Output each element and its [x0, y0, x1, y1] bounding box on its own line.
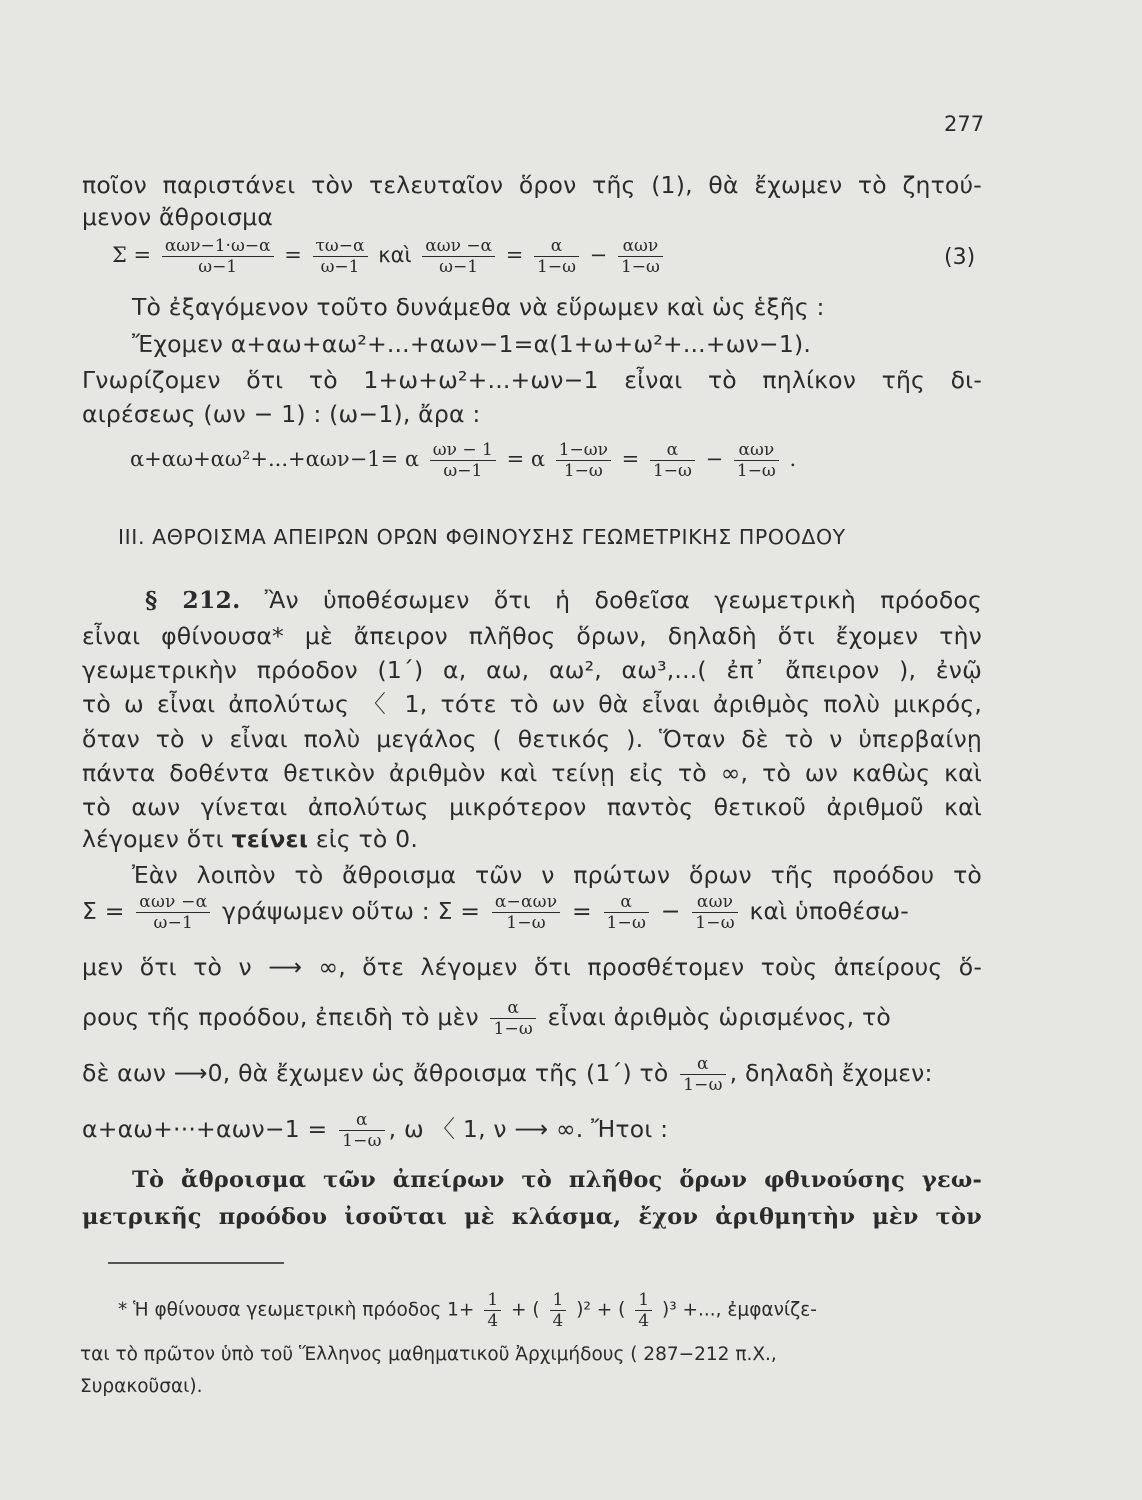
p3-l4-b: εἶναι ἀριθμὸς ὡρισμένος, τὸ [547, 1003, 891, 1031]
para3-line5 [82, 1054, 933, 1095]
sec212-line8-a: λέγομεν ὅτι [82, 825, 224, 853]
eq4-f3-num: α [650, 440, 695, 461]
fn-f3-den: 4 [638, 1311, 650, 1331]
eq3-f5-den: 1−ω [620, 257, 660, 277]
p3-l5-b: , δηλαδὴ ἔχομεν: [729, 1059, 933, 1087]
para3-line2 [82, 892, 909, 933]
eq3-equals-2: = [505, 243, 524, 267]
eq3-minus: − [589, 243, 608, 267]
para3-line1: Ἐὰν λοιπὸν τὸ ἄθροισμα τῶν ν πρώτων ὅρων τῆς προόδου τὸ [132, 861, 982, 889]
p3-l4-f-num: α [490, 998, 536, 1019]
fn-f3-num: 1 [635, 1290, 652, 1311]
eq4-f4-den: 1−ω [736, 461, 776, 481]
p3-l6-b: , ω 〈 1, ν ⟶ ∞. Ἤτοι : [388, 1115, 669, 1143]
sec212-line4: τὸ ω εἶναι ἀπολύτως 〈 1, τότε τὸ ων θὰ εἶναι ἀριθμὸς πολὺ μικρός, [82, 690, 982, 718]
fn-f2-den: 4 [552, 1311, 564, 1331]
p3-l2-f1-den: ω−1 [153, 913, 194, 933]
eq3-f3-num: αων −α [422, 236, 495, 257]
p3-l2-tail: καὶ ὑποθέσω- [749, 897, 909, 925]
equation-3 [112, 236, 667, 277]
fn-l1-d: )³ +..., ἐμφανίζε- [662, 1299, 817, 1321]
section-label: § 212. [145, 586, 241, 614]
para1-line2: μενον ἄθροισμα [82, 203, 274, 231]
fn-f1-den: 4 [487, 1311, 499, 1331]
sec212-line8-c: εἰς τὸ 0. [315, 825, 418, 853]
eq4-mid: = α [506, 447, 546, 471]
eq3-frac3 [422, 236, 495, 277]
eq4-f1-den: ω−1 [443, 461, 483, 481]
para2-line1: Τὸ ἐξαγόμενον τοῦτο δυνάμεθα νὰ εὕρωμεν καὶ ὡς ἑξῆς : [132, 293, 825, 321]
equation-sum-finite [130, 440, 796, 481]
p3-l2-f2-den: 1−ω [506, 913, 546, 933]
eq3-frac2 [313, 236, 368, 277]
eq3-f1-den: ω−1 [198, 257, 238, 277]
p3-l2-f3-num: α [604, 892, 650, 913]
equation-number-3: (3) [944, 245, 976, 270]
eq4-end: . [789, 447, 797, 471]
fn-frac2 [550, 1290, 567, 1331]
eq4-frac3 [650, 440, 695, 481]
section-heading: III. ΑΘΡΟΙΣΜΑ ΑΠΕΙΡΩΝ ΟΡΩΝ ΦΘΙΝΟΥΣΗΣ ΓΕΩΜΕΤΡΙΚΗΣ ΠΡΟΟΔΟΥ [118, 525, 846, 549]
eq4-f3-den: 1−ω [652, 461, 692, 481]
p3-l2-eq: = [571, 897, 592, 925]
sec212-line8 [82, 824, 418, 854]
eq3-frac4 [534, 236, 579, 277]
p3-l4-f-den: 1−ω [493, 1019, 533, 1039]
p3-l2-frac3 [604, 892, 650, 933]
eq4-frac1 [430, 440, 496, 481]
p3-l4-a: ρους τῆς προόδου, ἐπειδὴ τὸ μὲν [82, 1003, 479, 1031]
p3-l2-f3-den: 1−ω [606, 913, 647, 933]
fn-frac3 [635, 1290, 652, 1331]
eq3-kai: καὶ [378, 243, 412, 267]
sec212-line7: τὸ αων γίνεται ἀπολύτως μικρότερον παντὸς θετικοῦ ἀριθμοῦ καὶ [82, 793, 982, 821]
eq4-lhs: α+αω+αω²+...+αων−1= α [130, 447, 420, 471]
eq3-f2-den: ω−1 [320, 257, 360, 277]
para1-line1: ποῖον παριστάνει τὸν τελευταῖον ὅρον τῆς (1), θὰ ἔχωμεν τὸ ζητού- [82, 171, 982, 199]
eq4-frac4 [734, 440, 779, 481]
p3-l2-text: γράψωμεν οὕτω : Σ = [221, 897, 481, 925]
page-number: 277 [944, 112, 985, 136]
eq3-f2-num: τω−α [313, 236, 368, 257]
sec212-line1 [145, 585, 982, 615]
p3-l6-frac [339, 1110, 385, 1151]
eq3-f5-num: αων [618, 236, 663, 257]
para3-line3: μεν ὅτι τὸ ν ⟶ ∞, ὅτε λέγομεν ὅτι προσθέτομεν τοὺς ἀπείρους ὅ- [82, 953, 982, 981]
sec212-line2: εἶναι φθίνουσα* μὲ ἄπειρον πλῆθος ὅρων, δηλαδὴ ὅτι ἔχομεν τὴν [82, 622, 982, 650]
footnote-line3: Συρακοῦσαι). [80, 1376, 203, 1397]
p3-l5-f-num: α [680, 1054, 726, 1075]
p3-l2-f2-num: α−αων [492, 892, 560, 913]
eq4-minus: − [705, 447, 724, 471]
sec212-line6: πάντα δοθέντα θετικὸν ἀριθμὸν καὶ τείνῃ εἰς τὸ ∞, τὸ ων καθὼς καὶ [82, 759, 982, 787]
para3-line4 [82, 998, 891, 1039]
footnote-rule [108, 1262, 284, 1264]
p3-l6-f-den: 1−ω [342, 1131, 382, 1151]
eq3-lhs: Σ = [112, 243, 152, 267]
eq3-f4-den: 1−ω [537, 257, 576, 277]
eq4-f4-num: αων [734, 440, 779, 461]
sec212-line5: ὅταν τὸ ν εἶναι πολὺ μεγάλος ( θετικός ). Ὅταν δὲ τὸ ν ὑπερβαίνῃ [82, 725, 982, 753]
eq4-f2-den: 1−ω [563, 461, 603, 481]
fn-l1-c: )² + ( [576, 1299, 626, 1321]
eq3-frac1 [162, 236, 274, 277]
eq3-equals: = [284, 243, 302, 267]
para2-line2: Ἔχομεν α+αω+αω²+...+αων−1=α(1+ω+ω²+...+ων−1). [132, 330, 812, 358]
eq3-f3-den: ω−1 [439, 257, 479, 277]
eq4-f2-num: 1−ων [556, 440, 611, 461]
p3-l2-minus: − [660, 897, 681, 925]
fn-l1-a: * Ἡ φθίνουσα γεωμετρικὴ πρόοδος 1+ [118, 1299, 475, 1321]
fn-f2-num: 1 [550, 1290, 567, 1311]
sec212-line1-text: Ἂν ὑποθέσωμεν ὅτι ἡ δοθεῖσα γεωμετρικὴ πρόοδος [264, 586, 982, 614]
p3-l2-lhs: Σ = [82, 897, 125, 925]
para3-line6 [82, 1110, 668, 1151]
eq3-frac5 [618, 236, 663, 277]
p3-l2-frac4 [692, 892, 738, 933]
fn-l1-b: + ( [511, 1299, 540, 1321]
fn-frac1 [484, 1290, 501, 1331]
eq4-f1-num: ων − 1 [430, 440, 496, 461]
theorem-line1: Τὸ ἄθροισμα τῶν ἀπείρων τὸ πλῆθος ὅρων φθινούσης γεω- [132, 1167, 982, 1193]
para2-line3: Γνωρίζομεν ὅτι τὸ 1+ω+ω²+...+ων−1 εἶναι τὸ πηλίκον τῆς δι- [82, 366, 982, 394]
p3-l2-frac2 [492, 892, 560, 933]
p3-l2-frac1 [136, 892, 210, 933]
eq4-frac2 [556, 440, 611, 481]
eq3-f4-num: α [534, 236, 579, 257]
p3-l2-f1-num: αων −α [136, 892, 210, 913]
fn-f1-num: 1 [484, 1290, 501, 1311]
p3-l5-a: δὲ αων ⟶0, θὰ ἔχωμεν ὡς ἄθροισμα τῆς (1΄) τὸ [82, 1059, 669, 1087]
eq3-f1-num: αων−1·ω−α [162, 236, 274, 257]
footnote-line2: ται τὸ πρῶτον ὑπὸ τοῦ Ἕλληνος μαθηματικοῦ Ἀρχιμήδους ( 287−212 π.Χ., [80, 1344, 777, 1365]
p3-l5-frac [680, 1054, 726, 1095]
theorem-line2: μετρικῆς προόδου ἰσοῦται μὲ κλάσμα, ἔχον ἀριθμητὴν μὲν τὸν [82, 1204, 982, 1230]
footnote-line1 [118, 1290, 817, 1331]
sec212-line3: γεωμετρικὴν πρόοδον (1΄) α, αω, αω², αω³,...( ἐπ᾿ ἄπειρον ), ἐνῷ [82, 656, 982, 684]
p3-l6-a: α+αω+···+αων−1 = [82, 1115, 328, 1143]
para2-line4: αιρέσεως (ων − 1) : (ω−1), ἄρα : [82, 400, 481, 428]
p3-l5-f-den: 1−ω [683, 1075, 723, 1095]
p3-l2-f4-num: αων [692, 892, 738, 913]
p3-l2-f4-den: 1−ω [695, 913, 735, 933]
term-teinei: τείνει [231, 825, 309, 853]
p3-l4-frac [490, 998, 536, 1039]
p3-l6-f-num: α [339, 1110, 385, 1131]
eq4-equals: = [621, 447, 640, 471]
